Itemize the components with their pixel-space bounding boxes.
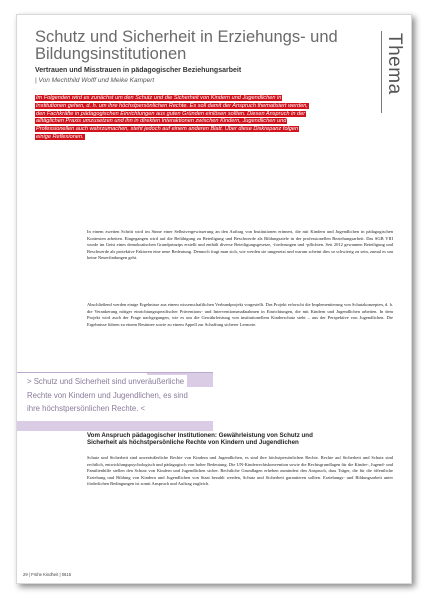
body-paragraph-1: In einem zweiten Schritt wird im Sinne einer Selbstvergewisserung an den Auftrag von Institutionen erinnert, die mit Kindern und Jugendlichen in pädagogischen Kontexten arbeiten. Eingegangen wird auf die Befähigung zu Beteiligung und Beschwerde als Bildungsziele in der professionellen Beziehungsarbeit. Das SGB VIII wurde im Geist eines demokratischen Grundprinzips erstellt und enthält diverse Beteiligungsgesetze, -forderungen und -pflichten. Seit 2012 gewannen Beteiligung und Beschwerde als protektive Faktoren eine neue Bedeutung. Dennoch fragt man sich, wie werden sie umgesetzt und warum scheint dies so schwierig zu sein, zumal es um keine Neuerfindungen geht. — [87, 229, 393, 261]
pull-quote-line: ihre höchstpersönlichen Rechte. < — [27, 402, 148, 416]
section-heading: Vom Anspruch pädagogischer Institutionen: Gewährleistung von Schutz und Sicherheit als höchstpersönliche Rechte von Kindern und Jugendlichen — [87, 432, 313, 447]
pull-quote-text — [27, 375, 213, 416]
body-paragraph-2: Abschließend werden einige Ergebnisse aus einem wissenschaftlichen Verbundprojekt vorgestellt. Das Projekt erforscht die Implementierung von Schutzkonzepten, d. h. die Verankerung nötiger einrichtungsspezifischer Präventions- und Interventionsmaßnahmen in Einrichtungen, die mit Kindern und Jugendlichen arbeiten. In dem Projekt wird auch der Frage nachgegangen, wie es um die Gewährleistung von institutionellem Kinderschutz steht – aus der Perspektive von Jugendlichen. Die Ergebnisse führen zu einem Resümee sowie zu einem Appell zur Schaffung sicherer Lernorte. — [87, 302, 393, 327]
pull-quote — [17, 372, 213, 431]
pull-quote-accent-bottom — [17, 421, 213, 431]
lead-paragraph — [35, 95, 311, 142]
pull-quote-line: Rechte von Kindern und Jugendlichen, es sind — [27, 389, 191, 403]
page-footer: 29 | Frühe Kindheit | 0615 — [23, 572, 72, 577]
document-page — [16, 14, 412, 584]
section-body-paragraph: Schutz und Sicherheit sind unveräußerliche Rechte von Kindern und Jugendlichen, es sind ihre höchstpersönlichen Rechte. Rechte auf Sicherheit und Schutz sind rechtlich, entwicklungspsychologisch und pädagogisch von hoher Bedeutung. Die UN-Kinderrechtskonvention sowie die Rechtsgrundlagen für die Kinder-, Jugend- und Familienhilfe stellen den Schutz von Kindern und Jugendlichen sicher. Rechtliche Grundlagen erheben zumindest den Anspruch, dass Träger, die für die öffentliche Erziehung und Bildung von Kindern und Jugendlichen von Staat bezahlt werden, Schutz und Sicherheit garantieren sollten. Erziehungs- und Bildungsarbeit unter förderlichen Bedingungen ist somit Anspruch und Auftrag zugleich. — [87, 455, 393, 487]
pull-quote-line: > Schutz und Sicherheit sind unveräußerliche — [27, 375, 187, 389]
article-authors: | Von Mechthild Wolff und Meike Kampert — [35, 77, 155, 84]
article-subtitle: Vertrauen und Misstrauen in pädagogischer Beziehungsarbeit — [35, 67, 242, 74]
article-title: Schutz und Sicherheit in Erziehungs- und Bildungsinstitutionen — [35, 28, 338, 63]
lead-text: Im Folgenden wird es zunächst um den Schutz und die Sicherheit von Kindern und Jugendlichen in Institutionen gehen, d. h. um ihre höchstpersönlichen Rechte. Es soll damit der Anspruch thematisiert werden, den Fachkräfte in pädagogischen Einrichtungen aus guten Gründen einlösen sollten. Diesen Anspruch in der alltäglichen Praxis umzusetzen und ihn in direkten Interaktionen zwischen Kindern, Jugendlichen und Professionellen auch wahrzumachen, steht jedoch auf einem anderen Blatt. Über diese Diskrepanz folgen einige Reflexionen. — [36, 95, 308, 140]
section-label: Thema — [384, 33, 405, 95]
